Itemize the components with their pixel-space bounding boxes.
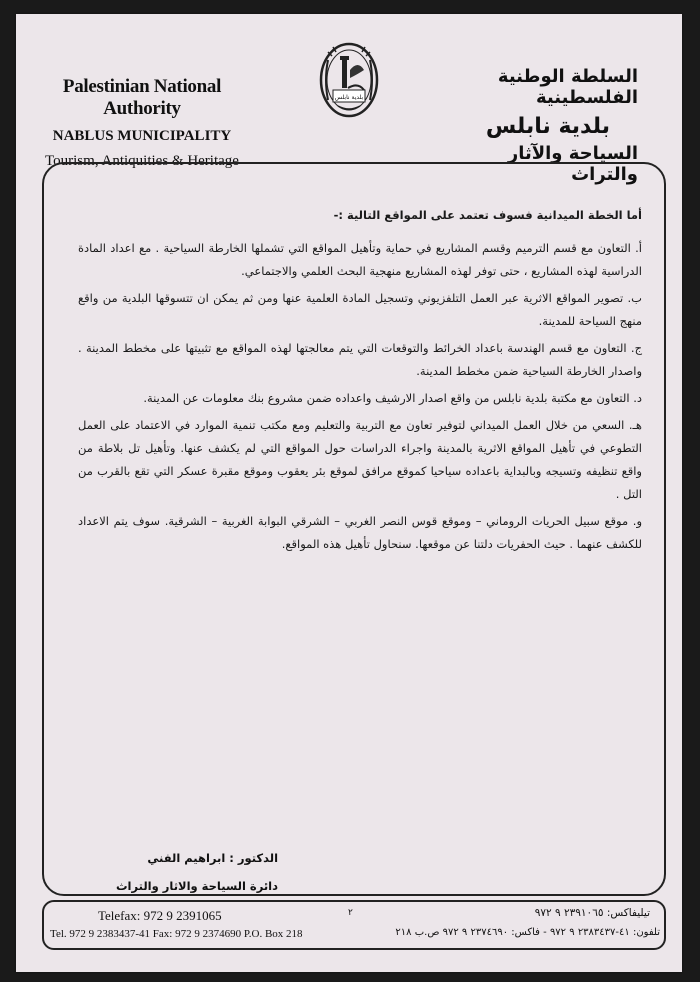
header-en-municipality: NABLUS MUNICIPALITY	[52, 128, 232, 144]
signature-name: الدكتور : ابراهيم الفني	[147, 851, 279, 865]
signature-block	[116, 844, 278, 900]
signature-department: دائرة السياحة والاثار والتراث	[116, 879, 279, 893]
header-ar-municipality: بلدية نابلس	[485, 114, 610, 139]
seal-text: بلدية نابلس	[334, 94, 364, 101]
footer-contact-box	[42, 900, 666, 950]
footer-telefax-ar: تيليفاكس: ٢٣٩١٠٦٥ ٩ ٩٧٢	[534, 907, 650, 919]
body-item-a: أ. التعاون مع قسم الترميم وقسم المشاريع في حماية وتأهيل المواقع التي تشملها الخارطة السياحية . مع اعداد المادة الدراسية لهذه المشاريع ، حتى توفر لهذه المشاريع منهجية البحث العلمي والاجتماعي.	[78, 241, 642, 278]
header-en-authority: Palestinian National Authority	[62, 76, 222, 119]
body-item-f: و. موقع سبيل الحريات الروماني – وموقع قوس النصر الغربي – الشرقي البوابة الغربية – الشرقية. سوف يتم الاعداد للكشف عنهما . حيث الحفريات دلتنا عن موقعها. سنحاول تأهيل هذه المواقع.	[78, 514, 642, 551]
letter-body-frame	[42, 162, 666, 896]
body-item-e: هـ. السعي من خلال العمل الميداني لتوفير تعاون مع التربية والتعليم ومع مكتب تنمية الموارد في الاعتماد على العمل التطوعي في تأهيل المواقع الاثرية بالمدينة واجراء الدراسات حول المواقع التي لم يكشف عنها. وتأهيل تل بلاطة من واقع تنظيفه وتسيجه وبالبداية باعداده سياحيا كموقع مرافق لموقع بئر يعقوب وموقع مقبرة عسكر التي تقع بالقرب من التل .	[78, 418, 642, 501]
body-item-b: ب. تصوير المواقع الاثرية عبر العمل التلفزيوني وتسجيل المادة العلمية عنها ومن ثم يمكن ان تتسوقها البلدية من واقع منهج السياحة للمدينة.	[78, 291, 642, 328]
header-en-department: Tourism, Antiquities & Heritage	[45, 153, 239, 169]
municipality-seal-icon	[318, 40, 380, 120]
footer-contact-ar: تلفون: ٤١-٢٣٨٣٤٣٧ ٩ ٩٧٢ - فاكس: ٢٣٧٤٦٩٠ ٩ ٩٧٢ ص.ب ٢١٨	[395, 927, 660, 938]
header-ar-authority: السلطة الوطنية الفلسطينية	[497, 66, 638, 108]
page-number: ٢	[348, 908, 353, 918]
letter-body-text	[78, 204, 642, 560]
header-english	[42, 76, 242, 170]
body-item-d: د. التعاون مع مكتبة بلدية نابلس من واقع اصدار الارشيف واعداده ضمن مشروع بنك معلومات عن المدينة.	[143, 391, 642, 405]
body-item-c: ج. التعاون مع قسم الهندسة باعداد الخرائط والتوقعات التي يتم معالجتها لهذه المواقع مع تثبيتها على مخطط المدينة . واصدار الخارطة السياحية ضمن مخطط المدينة.	[78, 341, 642, 378]
footer-contact-en: Tel. 972 9 2383437-41 Fax: 972 9 2374690 P.O. Box 218	[50, 928, 303, 940]
footer-telefax-en: Telefax: 972 9 2391065	[98, 908, 222, 923]
header-ar-department: السياحة والآثار والتراث	[507, 143, 638, 185]
body-intro: أما الخطة الميدانية فسوف تعتمد على المواقع التالية :-	[333, 208, 642, 222]
letter-page	[16, 14, 682, 972]
